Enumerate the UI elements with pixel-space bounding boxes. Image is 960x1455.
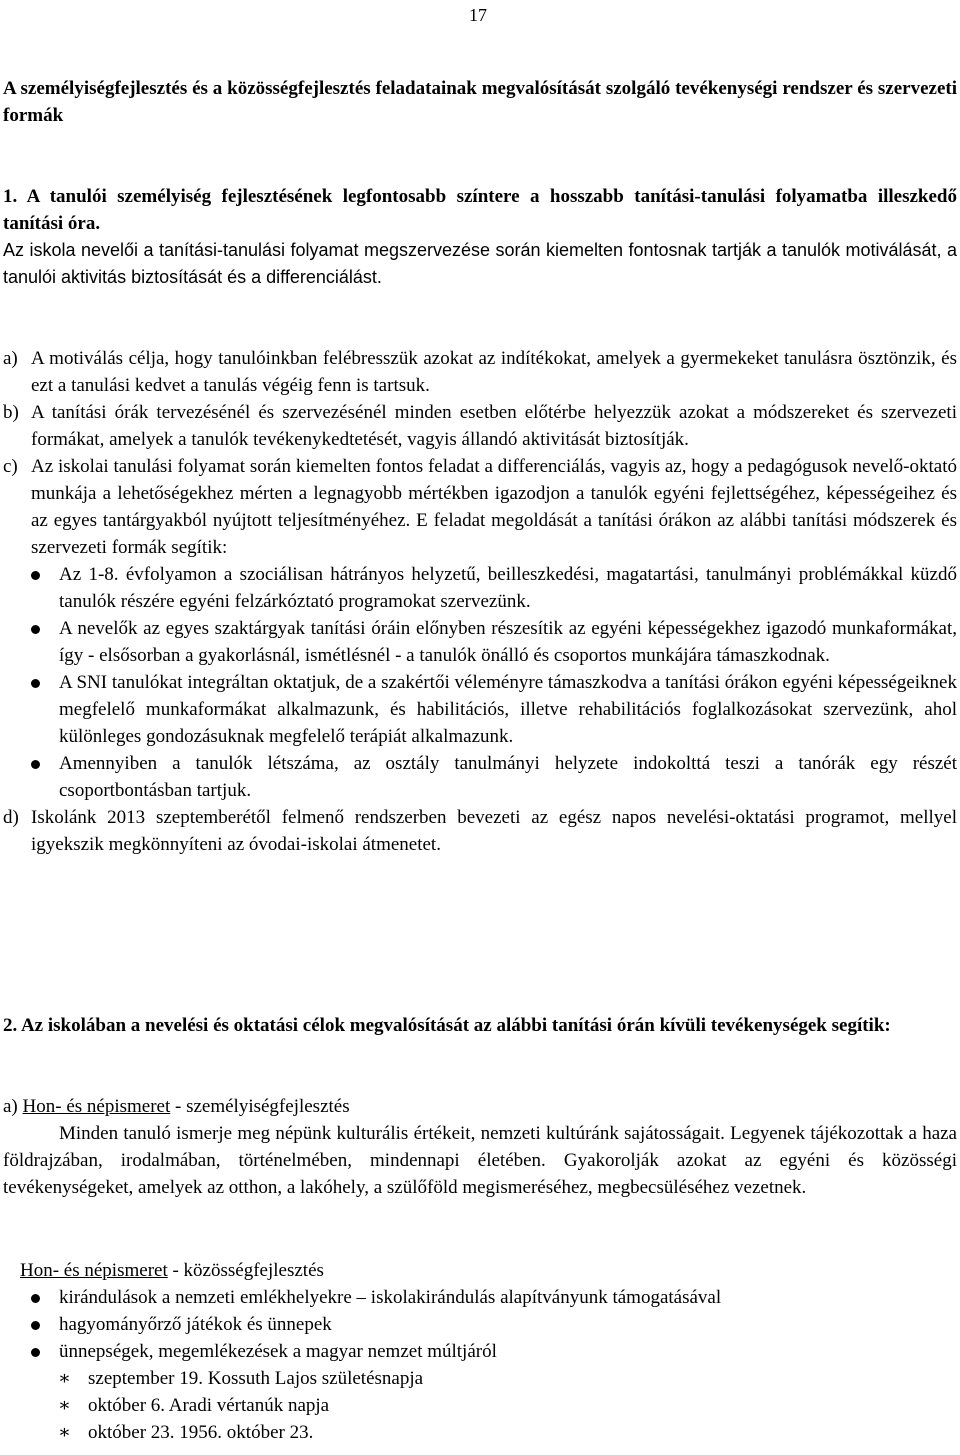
- bullet-icon: [31, 571, 40, 580]
- item-text: Iskolánk 2013 szeptemberétől felmenő rendszerben bevezeti az egész napos nevelési-oktatási programot, mellyel igyekszik megkönnyíteni az óvodai-iskolai átmenetet.: [31, 807, 957, 855]
- asterisk-icon: ∗: [58, 1395, 71, 1416]
- item-c-bullet-list: [3, 561, 957, 804]
- item-label: a): [3, 348, 18, 369]
- list-item: kirándulások a nemzeti emlékhelyekre – iskolakirándulás alapítványunk támogatásával: [20, 1284, 957, 1311]
- item-a: [3, 345, 957, 399]
- item-c: [3, 453, 957, 561]
- item-label: b): [3, 402, 19, 423]
- community-bullet-list: [20, 1284, 957, 1365]
- bullet-icon: [31, 760, 40, 769]
- list-item: ∗ szeptember 19. Kossuth Lajos születésnapja: [20, 1365, 957, 1392]
- list-item: hagyományőrző játékok és ünnepek: [20, 1311, 957, 1338]
- item-text: A tanítási órák tervezésénél és szervezésénél minden esetben előtérbe helyezzük azokat a módszereket és szervezeti formákat, amelyek a tanulók tevékenykedtetését, vagyis állandó aktivitását biztosítják.: [31, 402, 957, 450]
- list-item: Az 1-8. évfolyamon a szociálisan hátrányos helyzetű, beilleszkedési, magatartási, tanulmányi problémákkal küzdő tanulók részére egyéni felzárkóztató programokat szervezünk.: [3, 561, 957, 615]
- page-number: 17: [469, 5, 487, 25]
- section-1-title: 1. A tanulói személyiség fejlesztésének legfontosabb színtere a hosszabb tanítási-tanulási folyamatba illeszkedő tanítási óra.: [3, 186, 957, 234]
- subsection-link: Hon- és népismeret: [20, 1260, 168, 1281]
- item-d: [3, 804, 957, 858]
- item-label: d): [3, 807, 19, 828]
- asterisk-icon: ∗: [58, 1422, 71, 1443]
- subsection-heading: Hon- és népismeret - közösségfejlesztés: [20, 1260, 324, 1281]
- bullet-icon: [31, 679, 40, 688]
- document-heading: A személyiségfejlesztés és a közösségfejlesztés feladatainak megvalósítását szolgáló tevékenységi rendszer és szervezeti formák: [3, 78, 957, 126]
- bullet-icon: [31, 1294, 40, 1303]
- list-item: A SNI tanulókat integráltan oktatjuk, de a szakértői véleményre támaszkodva a tanítási órákon egyéni képességeiknek megfelelő munkaformákat alkalmazunk, és habilitációs, illetve rehabilitációs foglalkozásokat szervezünk, ahol különleges gondozásuknak megfelelő terápiát alkalmazunk.: [3, 669, 957, 750]
- subsection-heading: a) Hon- és népismeret - személyiségfejlesztés: [3, 1096, 350, 1117]
- item-label: c): [3, 456, 18, 477]
- bullet-icon: [31, 1321, 40, 1330]
- item-b: [3, 399, 957, 453]
- list-item: ünnepségek, megemlékezések a magyar nemzet múltjáról: [20, 1338, 957, 1365]
- subsection-text: Minden tanuló ismerje meg népünk kulturális értékeit, nemzeti kultúránk sajátosságait. Legyenek tájékozottak a haza földrajzában, irodalmában, történelmében, mindennapi életében. Gyakorolják azokat az egyéni és közösségi tevékenységeket, amelyek az otthon, a lakóhely, a szülőföld megismeréséhez, megbecsüléséhez vezetnek.: [3, 1123, 957, 1198]
- list-item: A nevelők az egyes szaktárgyak tanítási óráin előnyben részesítik az egyéni képességekhez igazodó munkaformákat, így - elsősorban a gyakorlásnál, ismétlésnél - a tanulók önálló és csoportos munkájára támaszkodnak.: [3, 615, 957, 669]
- subsection-link: Hon- és népismeret: [22, 1096, 171, 1117]
- list-item: ∗ október 6. Aradi vértanúk napja: [20, 1392, 957, 1419]
- list-item: ∗ október 23. 1956. október 23.: [20, 1419, 957, 1446]
- commemoration-dates-list: [20, 1365, 957, 1446]
- bullet-icon: [31, 625, 40, 634]
- bullet-icon: [31, 1348, 40, 1357]
- list-item: Amennyiben a tanulók létszáma, az osztály tanulmányi helyzete indokolttá teszi a tanórák egy részét csoportbontásban tartjuk.: [3, 750, 957, 804]
- section-2-title: 2. Az iskolában a nevelési és oktatási célok megvalósítását az alábbi tanítási órán kívüli tevékenységek segítik:: [3, 1015, 891, 1036]
- hon-nepismeret-community: [20, 1257, 957, 1446]
- item-text: Az iskolai tanulási folyamat során kiemelten fontos feladat a differenciálás, vagyis az, hogy a pedagógusok nevelő-oktató munkája a lehetőségekhez mérten a legnagyobb mértékben igazodjon a tanulók egyéni fejlettségéhez, képességeihez és az egyes tantárgyakból nyújtott teljesítményéhez. E feladat megoldását a tanítási órákon az alábbi tanítási módszerek és szervezeti formák segítik:: [31, 456, 957, 558]
- asterisk-icon: ∗: [58, 1368, 71, 1389]
- section-1-items: [3, 345, 957, 858]
- section-1-intro: Az iskola nevelői a tanítási-tanulási folyamat megszervezése során kiemelten fontosnak tartják a tanulók motiválását, a tanulói aktivitás biztosítását és a differenciálást.: [3, 240, 957, 287]
- item-text: A motiválás célja, hogy tanulóinkban felébresszük azokat az indítékokat, amelyek a gyermekeket tanulásra ösztönzik, és ezt a tanulási kedvet a tanulás végéig fenn is tartsuk.: [31, 348, 957, 396]
- hon-nepismeret-personal: [3, 1093, 957, 1201]
